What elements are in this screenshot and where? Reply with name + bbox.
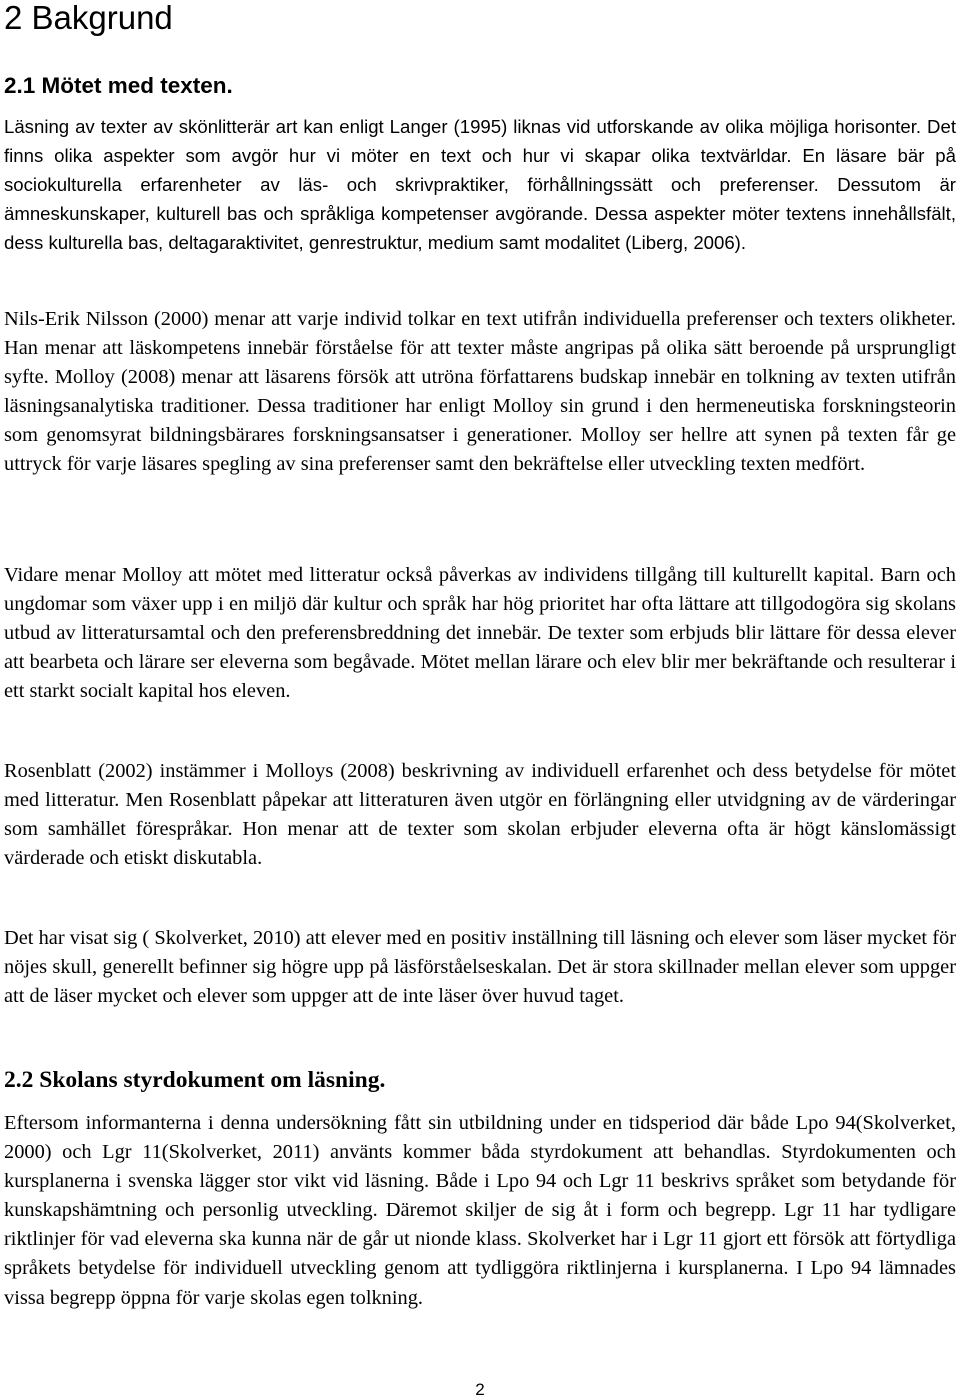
paragraph: Det har visat sig ( Skolverket, 2010) att elever med en positiv inställning till läsning och elever som läser mycket för nöjes skull, generellt befinner sig högre upp på läsförståelseskalan. Det är stora skillnader mellan elever som uppger att de läser mycket och elever som uppger att de inte läser över huvud taget. <box>4 927 956 1008</box>
paragraph: Vidare menar Molloy att mötet med litteratur också påverkas av individens tillgång till kulturellt kapital. Barn och ungdomar som växer upp i en miljö där kultur och språk har hög prioritet har ofta lättare att tillgodogöra sig skolans utbud av litteratursamtal och den preferensbreddning det innebär. De texter som erbjuds blir lättare för dessa elever att bearbeta och lärare ser eleverna som begåvade. Mötet mellan lärare och elev blir mer bekräftande och resulterar i ett starkt socialt kapital hos eleven. <box>4 564 956 703</box>
paragraph: Rosenblatt (2002) instämmer i Molloys (2008) beskrivning av individuell erfarenhet och dess betydelse för mötet med litteratur. Men Rosenblatt påpekar att litteraturen även utgör en förlängning eller utvidgning av de värderingar som samhället förespråkar. Hon menar att de texter som skolan erbjuder eleverna ofta är högt känslomässigt värderade och etiskt diskutabla. <box>4 760 956 870</box>
page-number: 2 <box>475 1380 485 1399</box>
paragraph: Eftersom informanterna i denna undersökning fått sin utbildning under en tidsperiod där både Lpo 94(Skolverket, 2000) och Lgr 11(Skolverket, 2011) använts kommer båda styrdokument att behandlas. Styrdokumenten och kursplanerna i svenska lägger stor vikt vid läsning. Både i Lpo 94 och Lgr 11 beskrivs språket som betydande för kunskapshämtning och personlig utveckling. Däremot skiljer de sig åt i form och begrepp. Lgr 11 har tydligare riktlinjer för vad eleverna ska kunna när de går ut nionde klass. Skolverket har i Lgr 11 gjort ett försök att förtydliga språkets betydelse för individuell utveckling genom att tydliggöra riktlinjerna i kursplanerna. I Lpo 94 lämnades vissa begrepp öppna för varje skolas egen tolkning. <box>4 1112 956 1309</box>
section-heading-2-1: 2.1 Mötet med texten. <box>4 73 233 98</box>
section-heading-2-2: 2.2 Skolans styrdokument om läsning. <box>4 1067 386 1093</box>
paragraph: Nils-Erik Nilsson (2000) menar att varje individ tolkar en text utifrån individuella preferenser och texters olikheter. Han menar att läskompetens innebär förståelse för att texter måste angripas på olika sätt beroende på ursprungligt syfte. Molloy (2008) menar att läsarens försök att utröna författarens budskap innebär en tolkning av texten utifrån läsningsanalytiska traditioner. Dessa traditioner har enligt Molloy sin grund i den hermeneutiska forskningsteorin som genomsyrat bildningsbärares forskningsansatser i generationer. Molloy ser hellre att synen på texten får ge uttryck för varje läsares spegling av sina preferenser samt den bekräftelse eller utveckling texten medfört. <box>4 308 956 476</box>
paragraph: Läsning av texter av skönlitterär art kan enligt Langer (1995) liknas vid utforskande av olika möjliga horisonter. Det finns olika aspekter som avgör hur vi möter en text och hur vi skapar olika textvärldar. En läsare bär på sociokulturella erfarenheter av läs- och skrivpraktiker, förhållningssätt och preferenser. Dessutom är ämneskunskaper, kulturell bas och språkliga kompetenser avgörande. Dessa aspekter möter textens innehållsfält, dess kulturella bas, deltagaraktivitet, genrestruktur, medium samt modalitet (Liberg, 2006). <box>4 116 956 254</box>
document-page <box>4 0 956 1309</box>
chapter-title: 2 Bakgrund <box>4 0 173 36</box>
